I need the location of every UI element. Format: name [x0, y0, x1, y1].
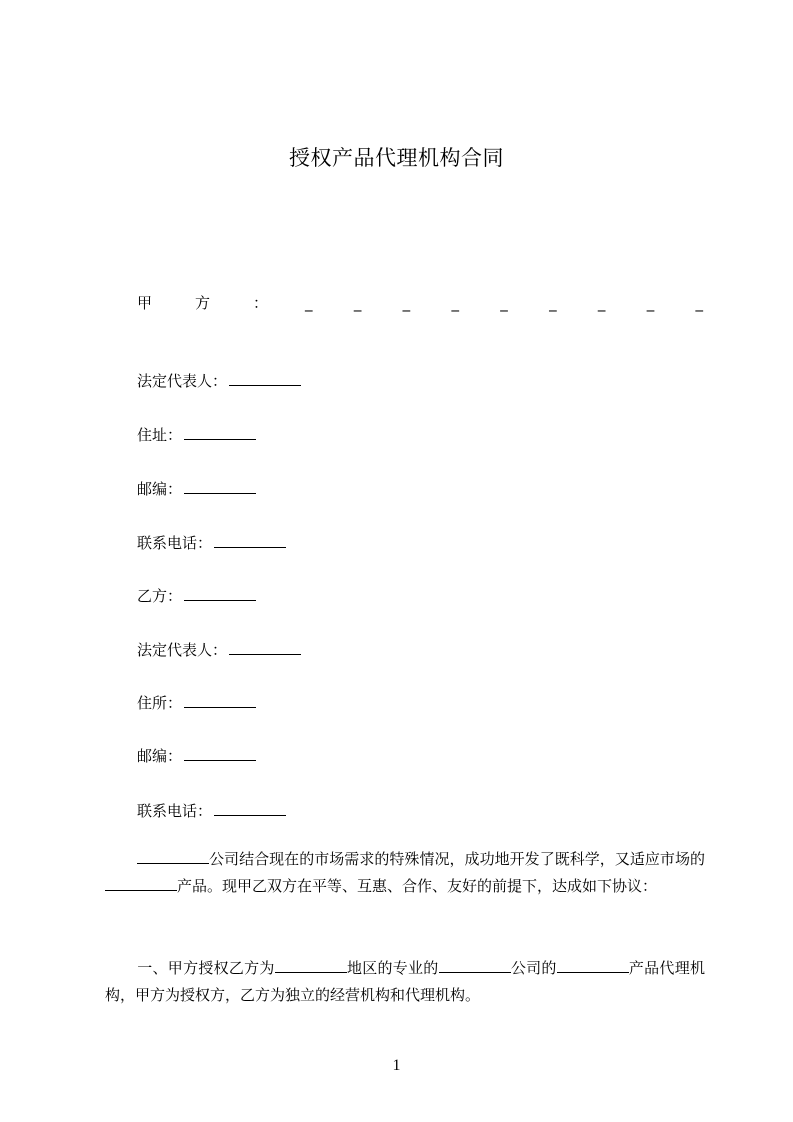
fill-blank: [557, 958, 629, 973]
dash: _: [695, 294, 703, 312]
field-label: 邮编：: [137, 480, 183, 498]
field-label: 住址：: [137, 426, 183, 444]
fill-blank: [105, 876, 177, 891]
dash: _: [402, 294, 411, 312]
field-phone-a: [137, 532, 286, 553]
fill-blank: [184, 746, 256, 761]
fill-blank: [184, 479, 256, 494]
field-postcode-a: [137, 478, 256, 499]
party-a-label-1: 甲: [137, 294, 153, 312]
paragraph-intro: [105, 846, 705, 900]
para-text: 产品代理机构，甲方为授权方，乙方为独立的经营机构和代理机构。: [105, 959, 705, 1004]
para-text: 公司的: [510, 959, 557, 977]
dash: _: [597, 294, 606, 312]
fill-blank: [229, 640, 301, 655]
fill-blank: [184, 693, 256, 708]
field-label: 乙方：: [137, 587, 183, 605]
dash: _: [500, 294, 508, 312]
para-text: 产品。现甲乙双方在平等、互惠、合作、友好的前提下，达成如下协议：: [177, 877, 658, 895]
field-label: 住所：: [137, 694, 183, 712]
fill-blank: [184, 586, 256, 601]
fill-blank: [214, 533, 286, 548]
dash: _: [549, 294, 557, 312]
field-address-a: [137, 424, 256, 445]
field-label: 联系电话：: [137, 534, 213, 552]
field-legal-rep-a: [137, 370, 301, 391]
field-phone-b: [137, 800, 286, 821]
field-label: 法定代表人：: [137, 372, 228, 390]
field-label: 邮编：: [137, 747, 183, 765]
fill-blank: [275, 958, 347, 973]
dash: _: [305, 294, 313, 312]
fill-blank: [184, 425, 256, 440]
fill-blank: [229, 371, 301, 386]
para-text: 一、甲方授权乙方为: [137, 959, 275, 977]
field-residence-b: [137, 692, 256, 713]
party-a-colon: ：: [253, 294, 269, 312]
fill-blank: [439, 958, 511, 973]
document-title: 授权产品代理机构合同: [289, 146, 504, 170]
para-text: 公司结合现在的市场需求的特殊情况，成功地开发了既科学，又适应市场的: [209, 850, 705, 868]
fill-blank: [214, 801, 286, 816]
field-label: 法定代表人：: [137, 641, 228, 659]
dash: _: [451, 294, 459, 312]
field-postcode-b: [137, 745, 256, 766]
party-a-dashes: [305, 294, 703, 312]
field-party-b: [137, 585, 256, 606]
dash: _: [646, 294, 655, 312]
page-number: 1: [392, 1057, 401, 1074]
field-legal-rep-b: [137, 639, 301, 660]
field-label: 联系电话：: [137, 802, 213, 820]
para-text: 地区的专业的: [346, 959, 439, 977]
paragraph-article-1: [105, 955, 705, 1009]
party-a-label-2: 方: [195, 294, 211, 312]
dash: _: [353, 294, 362, 312]
fill-blank: [137, 849, 209, 864]
